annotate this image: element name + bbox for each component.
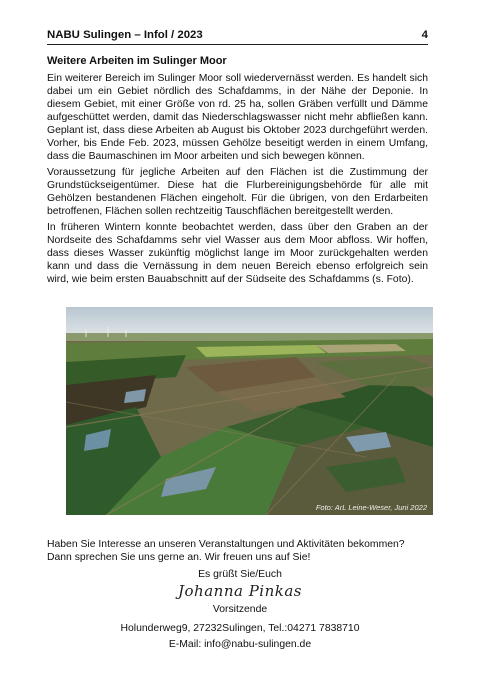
article-heading: Weitere Arbeiten im Sulinger Moor: [47, 55, 227, 67]
signature-name: Johanna Pinkas: [178, 582, 302, 600]
article-paragraph: In früheren Wintern konnte beobachtet werden, dass über den Graben an der Nordseite des Schafdamms sehr viel Wasser aus dem Moor abfloss. Wir hoffen, dass dieses Wasser zukünftig möglichst lange im Moor zurückgehalten werden kann und dass die Vernässung in dem neuen Bereich ebenso erfolgreich sein wird, wie beim ersten Bauabschnitt auf der Südseite des Schafdamms (s. Foto).: [47, 222, 428, 285]
article-paragraph: Ein weiterer Bereich im Sulinger Moor soll wiedervernässt werden. Es handelt sich dabei um ein Gebiet nördlich des Schafdamms, in der Nähe der Deponie. In diesem Gebiet, mit einer Größe von rd. 25 ha, sollen Gräben verfüllt und Dämme aufgeschüttet werden, damit das Niederschlagswasser nicht mehr abfließen kann. Geplant ist, dass diese Arbeiten ab August bis Oktober 2023 durchgeführt werden. Vorher, bis Ende Feb. 2023, müssen Gehölze beseitigt werden in einem Umfang, dass die Baumaschinen im Moor arbeiten und sich bewegen können.: [47, 73, 428, 162]
greeting: Es grüßt Sie/Euch: [198, 569, 282, 580]
contact-address: Holunderweg9, 27232Sulingen, Tel.:04271 7838710: [120, 623, 360, 634]
newsletter-title: NABU Sulingen – Infol / 2023: [47, 29, 203, 41]
cta-line: Haben Sie Interesse an unseren Veranstaltungen und Aktivitäten bekommen?: [47, 539, 405, 550]
article: [47, 53, 428, 289]
signer-role: Vorsitzende: [212, 604, 268, 615]
closing-block: [0, 568, 480, 652]
article-paragraph: Voraussetzung für jegliche Arbeiten auf den Flächen ist die Zustimmung der Grundstückseigentümer. Diese hat die Flurbereinigungsbehörde für alle mit Gehölzen bestandenen Flächen eingeholt. Für die übrigen, von den Erdarbeiten betroffenen, Flächen sollen rechtzeitig Tauschflächen bereitgestellt werden.: [47, 167, 428, 217]
aerial-moor-photo: [66, 307, 433, 515]
call-to-action: [47, 538, 440, 564]
page-number: 4: [421, 29, 428, 41]
aerial-moor-illustration: [66, 307, 433, 515]
cta-line: Dann sprechen Sie uns gerne an. Wir freuen uns auf Sie!: [47, 552, 311, 563]
photo-credit: Foto: ArL Leine-Weser, Juni 2022: [315, 503, 427, 512]
page-header: [47, 26, 428, 44]
contact-email: E-Mail: info@nabu-sulingen.de: [168, 639, 312, 650]
header-divider: [47, 44, 428, 45]
